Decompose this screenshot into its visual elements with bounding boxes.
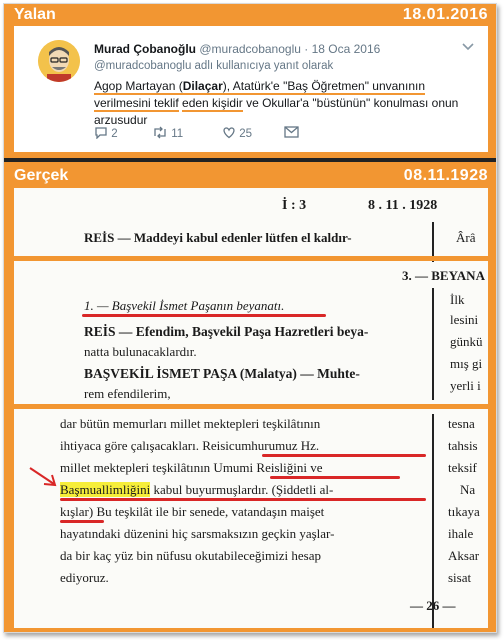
retweet-button[interactable] (152, 126, 183, 140)
doc-right-top: Ârâ (456, 230, 476, 245)
bottom-date: 08.11.1928 (403, 167, 488, 184)
reply-button[interactable] (94, 126, 118, 140)
doc-header-right: 8 . 11 . 1928 (368, 198, 438, 213)
bottom-label: Gerçek (14, 167, 69, 184)
red-arrow-icon (28, 464, 58, 490)
doc-reis-line-2a: REİS — Efendim, Başvekil Paşa Hazretleri beya- (84, 324, 369, 339)
avatar[interactable] (38, 40, 80, 82)
tweet-text (94, 78, 474, 129)
retweet-icon (152, 126, 168, 139)
red-underline-2 (270, 476, 400, 479)
red-underline-3 (60, 498, 426, 501)
red-underline-4 (60, 520, 104, 523)
page-number: — 26 — (410, 598, 456, 613)
chevron-down-icon[interactable] (462, 40, 474, 54)
doc-heading: 1. — Başvekil İsmet Paşanın beyanatı. (84, 298, 285, 313)
like-count: 25 (239, 128, 252, 140)
reply-context[interactable]: @muradcobanoglu adlı kullanıcıya yanıt olarak (94, 60, 334, 72)
reply-count: 2 (111, 128, 118, 140)
tweet-card[interactable] (14, 26, 488, 152)
author-name[interactable]: Murad Çobanoğlu (94, 42, 196, 56)
doc-header-left: İ : 3 (282, 198, 307, 213)
retweet-count: 11 (171, 128, 184, 140)
top-date: 18.01.2016 (402, 6, 488, 23)
mail-icon (284, 126, 299, 138)
tweet-text-part2: eden kişidir (182, 96, 243, 110)
bottom-label-bar (4, 162, 497, 188)
doc-reis-line-1: REİS — Maddeyi kabul edenler lütfen el kaldır- (84, 230, 352, 245)
document-scan: İ : 3 8 . 11 . 1928 REİS — Maddeyi kabul edenler lütfen el kaldır- Ârâ 3. — BEYANA 1. — Başvekil İsmet Paşanın beyanatı. İlk lesini günkü mış gi yerli i REİS — Efendim, Başvekil Paşa Hazretleri beya- natta bulunacaklardır. BAŞVEKİL İSMET PAŞA (Malatya) — Muhte- rem efendilerim, dar bütün memurları millet mektepleri teşkilâtının ihtiyaca göre çalışacakları. Reisicumhurumuz Hz. millet mektepleri teşkilâtının Umumi Reisliğini ve Başmuallimliğini kabul buyurmuşlardır. (Şiddetli al- kışlar) Bu teşkilât ile bir senede, vatandaşın maişet hayatındaki düzenini hiç sarsmaksızın geçkin yaşlar- da bir kaç yüz bin nüfusu okutabileceğimizi hesap ediyoruz. tesna tahsis teksif Na tıkaya ihale Aksar sisat — 26 — (14, 188, 488, 628)
red-underline-heading (82, 314, 326, 317)
doc-reis-line-2b: natta bulunacaklardır. (84, 344, 197, 359)
tweet-header (94, 42, 380, 56)
header-separator: · (304, 42, 309, 56)
tweet-text-part1: Agop Martayan (Dilaçar), Atatürk'e "Baş Öğretmen" unvanının verilmesini teklif (94, 79, 425, 110)
message-button[interactable] (284, 126, 299, 139)
tweet-text-part3: ve Okullar'a "büstünün" konulması onun arzusudur (94, 96, 459, 127)
red-underline-1 (262, 454, 426, 457)
like-button[interactable] (222, 126, 252, 140)
tweet-text-bold: Dilaçar (182, 79, 223, 93)
reply-icon (94, 126, 108, 139)
doc-ismet-line-a: BAŞVEKİL İSMET PAŞA (Malatya) — Muhte- (84, 366, 360, 381)
column-rule (432, 414, 434, 628)
doc-right-beyanat: 3. — BEYANA (402, 268, 485, 283)
highlighted-word: Başmuallimliğini (60, 482, 151, 497)
top-label-bar (4, 4, 497, 26)
tweet-date[interactable]: 18 Oca 2016 (311, 42, 381, 56)
image-frame (3, 3, 497, 633)
heart-icon (222, 126, 236, 139)
doc-ismet-line-b: rem efendilerim, (84, 386, 171, 401)
column-rule (432, 288, 434, 400)
top-label: Yalan (14, 6, 56, 23)
orange-separator-2 (14, 404, 488, 409)
orange-separator-1 (14, 256, 488, 261)
author-handle[interactable]: @muradcobanoglu (199, 42, 301, 56)
